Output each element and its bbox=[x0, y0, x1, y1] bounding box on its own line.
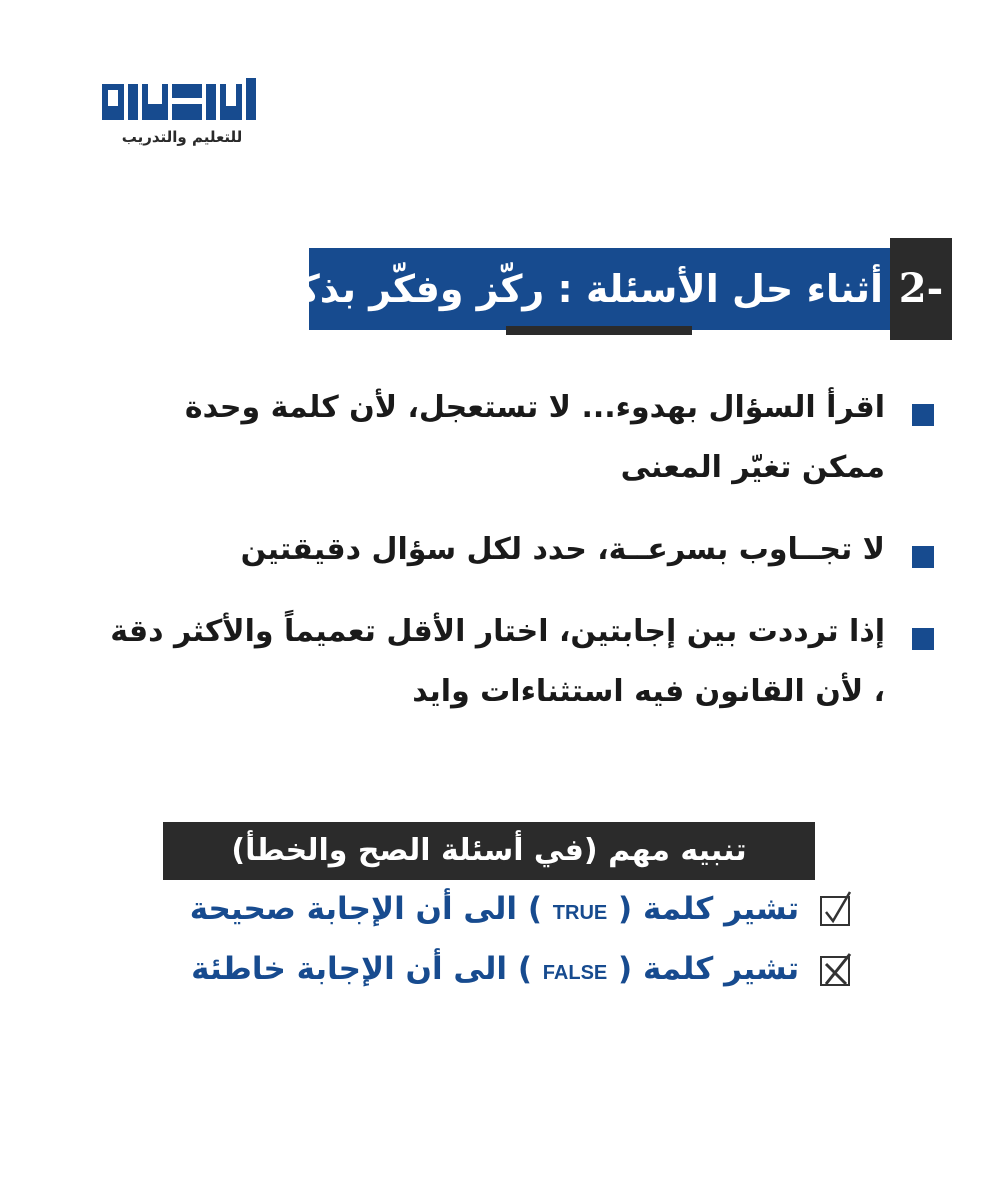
logo-tagline: للتعليم والتدريب bbox=[121, 128, 243, 146]
list-item-text: اقرأ السؤال بهدوء... لا تستعجل، لأن كلمة وحدة ممكن تغيّر المعنى bbox=[184, 390, 885, 485]
heading-bar bbox=[263, 248, 891, 330]
list-item-text: لا تجــاوب بسرعــة، حدد لكل سؤال دقيقتين bbox=[240, 532, 885, 567]
brand-logo-mark bbox=[102, 78, 264, 126]
heading-title: أثناء حل الأسئلة : ركّز وفكّر بذكاء bbox=[263, 267, 883, 311]
section-heading bbox=[263, 238, 952, 340]
true-text-after: ) الى أن الإجابة صحيحة bbox=[189, 891, 542, 927]
tips-list bbox=[110, 378, 940, 722]
false-keyword: FALSE bbox=[542, 962, 608, 984]
list-item bbox=[110, 378, 940, 498]
false-text-after: ) الى أن الإجابة خاطئة bbox=[191, 951, 532, 987]
checkbox-crossed-icon bbox=[820, 956, 850, 986]
true-keyword: TRUE bbox=[552, 902, 608, 924]
bullet-square-icon bbox=[912, 546, 934, 568]
heading-number: 2- bbox=[890, 238, 952, 340]
list-item-text: إذا ترددت بين إجابتين، اختار الأقل تعميماً والأكثر دقة ، لأن القانون فيه استثناءات وايد bbox=[110, 614, 885, 709]
list-item bbox=[110, 520, 940, 580]
notice-title: تنبيه مهم (في أسئلة الصح والخطأ) bbox=[163, 822, 815, 880]
heading-underline bbox=[506, 326, 692, 335]
bullet-square-icon bbox=[912, 404, 934, 426]
false-explanation bbox=[150, 944, 850, 994]
true-explanation bbox=[150, 884, 850, 934]
checkbox-checked-icon bbox=[820, 896, 850, 926]
true-text-before: تشير كلمة ( bbox=[618, 891, 800, 927]
brand-logo bbox=[102, 78, 264, 150]
bullet-square-icon bbox=[912, 628, 934, 650]
list-item bbox=[110, 602, 940, 722]
false-text-before: تشير كلمة ( bbox=[618, 951, 800, 987]
